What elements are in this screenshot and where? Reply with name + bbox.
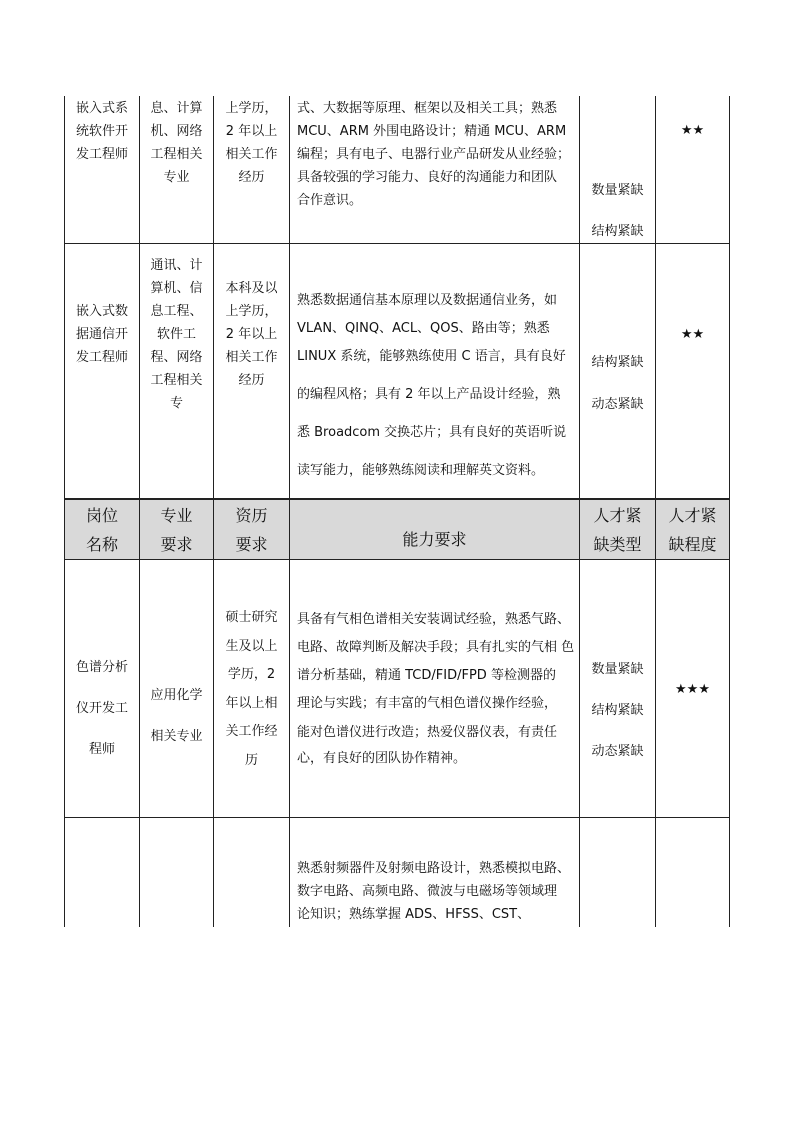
text-line: 嵌入式系	[75, 101, 128, 116]
text-line: 本科及以	[225, 281, 278, 296]
header-shortage-type	[580, 501, 655, 559]
text-line: 上学历，	[225, 304, 278, 319]
row-divider	[64, 817, 730, 818]
text-line: 机、网络	[150, 124, 203, 139]
text-line: 经历	[238, 170, 265, 185]
text-line: 读写能力，能够熟练阅读和理解英文资料。	[297, 463, 545, 478]
text-line: 发工程师	[75, 147, 128, 162]
header-ability	[290, 525, 579, 554]
row2-shortage-type	[580, 342, 655, 426]
text-line: 缺程度	[668, 535, 717, 554]
text-line: 心，有良好的团队协作精神。	[297, 751, 467, 766]
text-line: 经历	[238, 373, 265, 388]
row3-shortage-level	[656, 678, 729, 701]
text-line: 仪开发工	[75, 701, 128, 716]
text-line: 具备有气相色谱相关安装调试经验，熟悉气路、	[297, 612, 571, 627]
text-line: 人才紧	[668, 506, 717, 525]
header-major	[140, 501, 213, 559]
text-line: 编程；具有电子、电器行业产品研发从业经验；	[297, 147, 571, 162]
text-line: 息、计算	[150, 101, 203, 116]
text-line: 相关工作	[225, 147, 278, 162]
row3-position-name	[65, 647, 139, 770]
text-line: 合作意识。	[297, 193, 363, 208]
text-line: 理论与实践；有丰富的气相色谱仪操作经验，	[297, 696, 558, 711]
text-line: 发工程师	[75, 350, 128, 365]
row2-ability	[297, 287, 579, 485]
text-line: 息工程、	[150, 304, 203, 319]
text-line: 嵌入式数	[75, 304, 128, 319]
text-line: 生及以上	[225, 638, 278, 654]
text-line: 岗位	[85, 506, 118, 525]
row1-shortage-type	[580, 170, 655, 252]
text-line: 上学历，	[225, 101, 278, 116]
row1-qualification	[214, 96, 289, 189]
text-line: 据通信开	[75, 327, 128, 342]
row3-major	[140, 675, 213, 757]
row1-shortage-level	[656, 119, 729, 142]
row2-shortage-level	[656, 323, 729, 346]
row2-position-name	[65, 300, 139, 369]
table-border-right	[729, 96, 730, 927]
text-line: 通讯、计	[150, 258, 203, 273]
text-line: 缺类型	[593, 535, 642, 554]
text-line: 2 年以上	[225, 327, 278, 342]
text-line: 式、大数据等原理、框架以及相关工具；熟悉	[297, 101, 558, 116]
row1-position-name	[65, 96, 139, 166]
text-line: 具备较强的学习能力、良好的沟通能力和团队	[297, 170, 558, 185]
text-line: 数量紧缺	[591, 662, 644, 677]
text-line: 能对色谱仪进行改造；热爱仪器仪表，有责任	[297, 725, 558, 740]
column-divider	[289, 96, 290, 927]
star-rating: ★★	[680, 123, 705, 138]
text-line: 专	[169, 396, 183, 411]
text-line: 专业	[163, 170, 190, 185]
star-rating: ★★	[680, 327, 705, 342]
star-rating: ★★★	[675, 682, 710, 697]
row1-ability	[297, 96, 579, 212]
text-line: 动态紧缺	[591, 744, 644, 759]
row1-major	[140, 96, 213, 189]
text-line: 熟悉数据通信基本原理以及数据通信业务，如	[297, 293, 558, 308]
text-line: 程、网络	[150, 350, 203, 365]
text-line: 论知识；熟练掌握 ADS、HFSS、CST、	[297, 907, 531, 922]
row4-ability	[297, 857, 579, 926]
text-line: 相关专业	[150, 729, 203, 744]
text-line: 数字电路、高频电路、微波与电磁场等领域理	[297, 884, 558, 899]
row3-shortage-type	[580, 649, 655, 772]
text-line: 结构紧缺	[591, 703, 644, 718]
text-line: 软件工	[156, 327, 196, 342]
header-shortage-level	[656, 501, 729, 559]
text-line: 关工作经	[225, 724, 278, 740]
row-divider	[64, 499, 730, 500]
text-line: 要求	[160, 535, 193, 554]
talent-table	[64, 96, 730, 927]
header-qualification	[214, 501, 289, 559]
text-line: 2 年以上	[225, 124, 278, 139]
text-line: 程师	[88, 742, 115, 757]
text-line: 应用化学	[150, 688, 203, 703]
row-divider	[64, 559, 730, 560]
text-line: 动态紧缺	[591, 397, 644, 412]
text-line: 结构紧缺	[591, 355, 644, 370]
row3-qualification	[214, 604, 289, 776]
text-line: LINUX 系统，能够熟练使用 C 语言，具有良好	[297, 349, 566, 364]
text-line: 能力要求	[402, 530, 467, 549]
text-line: 熟悉射频器件及射频电路设计，熟悉模拟电路、	[297, 861, 571, 876]
text-line: 名称	[85, 535, 118, 554]
row2-major	[140, 254, 213, 415]
text-line: 资历	[235, 506, 268, 525]
text-line: 历	[244, 752, 258, 768]
text-line: 年以上相	[225, 695, 278, 711]
text-line: 色谱分析	[75, 660, 128, 675]
text-line: 电路、故障判断及解决手段；具有扎实的气相 色	[297, 640, 575, 655]
text-line: VLAN、QINQ、ACL、QOS、路由等；熟悉	[297, 321, 550, 336]
text-line: 硕士研究	[225, 610, 278, 625]
row3-ability	[297, 606, 579, 770]
text-line: 工程相关	[150, 373, 203, 388]
row2-qualification	[214, 277, 289, 392]
text-line: 人才紧	[593, 506, 642, 525]
header-position-name	[65, 501, 139, 559]
text-line: 的编程风格；具有 2 年以上产品设计经验，熟	[297, 387, 561, 402]
text-line: 相关工作	[225, 350, 278, 365]
text-line: 结构紧缺	[591, 224, 644, 239]
text-line: 算机、信	[150, 281, 203, 296]
text-line: 专业	[160, 506, 193, 525]
text-line: 工程相关	[150, 147, 203, 162]
text-line: MCU、ARM 外围电路设计；精通 MCU、ARM	[297, 124, 567, 139]
text-line: 统软件开	[75, 124, 128, 139]
text-line: 谱分析基础，精通 TCD/FID/FPD 等检测器的	[297, 668, 556, 683]
text-line: 悉 Broadcom 交换芯片；具有良好的英语听说	[297, 425, 567, 440]
text-line: 学历，2	[227, 667, 276, 683]
text-line: 数量紧缺	[591, 183, 644, 198]
text-line: 要求	[235, 535, 268, 554]
